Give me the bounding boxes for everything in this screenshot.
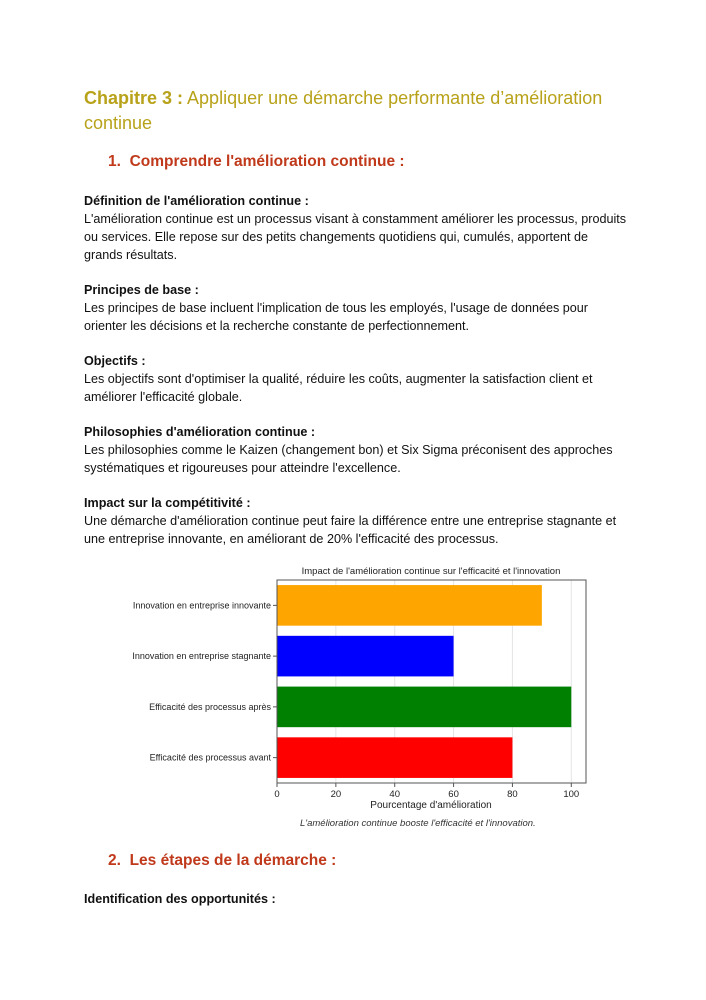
section-1-number: 1. [108, 153, 121, 170]
definition-block [84, 192, 629, 264]
chart-x-tick-label: 80 [507, 789, 518, 800]
competitiveness-block [84, 494, 629, 548]
chart-bar [277, 585, 542, 626]
chart-bar [277, 687, 571, 728]
chapter-heading [84, 86, 644, 136]
definition-text: L'amélioration continue est un processus visant à constamment améliorer les processus, produits ou services. Elle repose sur des petits changements quotidiens qui, cumulés, apportent de grands résultats. [84, 212, 627, 262]
chart-x-tick-label: 20 [330, 789, 342, 800]
philosophies-block [84, 423, 629, 477]
section-2-heading [108, 852, 336, 870]
opportunities-block [84, 890, 629, 908]
section-1-title: Comprendre l'amélioration continue : [129, 153, 405, 170]
section-2-number: 2. [108, 852, 121, 869]
objectives-block [84, 352, 629, 406]
principles-block [84, 281, 629, 335]
improvement-bar-chart [100, 560, 600, 814]
objectives-text: Les objectifs sont d'optimiser la qualité, réduire les coûts, augmenter la satisfaction client et améliorer l'efficacité globale. [84, 372, 593, 404]
section-1-heading [108, 153, 405, 171]
chart-x-tick-label: 60 [448, 789, 459, 800]
chart-x-tick-label: 40 [389, 789, 401, 800]
philosophies-label: Philosophies d'amélioration continue : [84, 425, 316, 439]
chart-bars [277, 585, 571, 778]
objectives-label: Objectifs : [84, 354, 146, 368]
chapter-title: Appliquer une démarche performante d’amélioration continue [84, 88, 603, 133]
principles-label: Principes de base : [84, 283, 199, 297]
chart-x-axis-label: Pourcentage d'amélioration [370, 800, 492, 811]
competitiveness-text: Une démarche d'amélioration continue peut faire la différence entre une entreprise stagnante et une entreprise innovante, en améliorant de 20% l'efficacité des processus. [84, 514, 617, 546]
chart-x-tick-label: 100 [563, 789, 580, 800]
philosophies-text: Les philosophies comme le Kaizen (changement bon) et Six Sigma préconisent des approches systématiques et rigoureuses pour atteindre l'excellence. [84, 443, 613, 475]
chart-bar [277, 636, 454, 677]
chart-category-label: Innovation en entreprise stagnante [132, 651, 271, 662]
chart-caption: L'amélioration continue booste l'efficacité et l'innovation. [300, 818, 536, 829]
chart-x-ticks [274, 783, 579, 800]
chart-bar [277, 737, 512, 778]
chart-category-label: Efficacité des processus avant [149, 752, 271, 763]
chapter-number: Chapitre 3 : [84, 88, 184, 108]
principles-text: Les principes de base incluent l'implication de tous les employés, l'usage de données pour orienter les décisions et la recherche constante de perfectionnement. [84, 301, 588, 333]
chart-title: Impact de l'amélioration continue sur l'efficacité et l'innovation [301, 566, 561, 577]
chart-x-tick-label: 0 [274, 789, 280, 800]
chart-category-label: Innovation en entreprise innovante [132, 600, 271, 611]
competitiveness-label: Impact sur la compétitivité : [84, 496, 251, 510]
section-2-title: Les étapes de la démarche : [129, 852, 337, 869]
opportunities-label: Identification des opportunités : [84, 892, 276, 906]
chart-category-labels [132, 600, 277, 762]
chart-category-label: Efficacité des processus après [149, 701, 271, 712]
definition-label: Définition de l'amélioration continue : [84, 194, 309, 208]
